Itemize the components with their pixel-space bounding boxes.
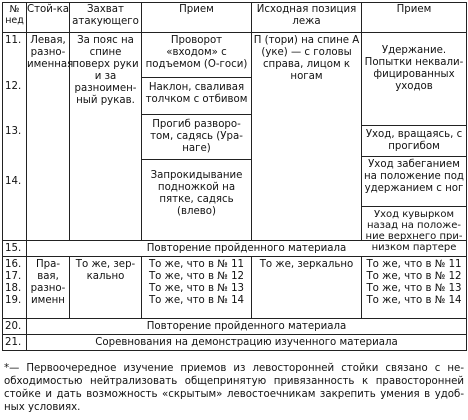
row-15-text: Повторение пройденного материала xyxy=(27,241,467,257)
technique-o-goshi: Проворот «входом» с подъемом (О-госи) xyxy=(145,35,248,70)
week-15: 15. xyxy=(3,241,27,257)
technique-zaprokidyvanie: Запрокидывание подножкой на пятке, садясь (влево) xyxy=(150,170,243,217)
technique-naklon: Наклон, сваливая толчком с отбивом xyxy=(145,82,248,105)
row-21 xyxy=(3,335,467,351)
header-week: № нед xyxy=(3,3,27,33)
block2-stance: Пра-вая, разно-именн xyxy=(27,257,70,319)
row-20 xyxy=(3,319,467,335)
block2-technique-4: То же, что в № 14 xyxy=(148,295,245,306)
week-11: 11. xyxy=(5,35,22,46)
block2-techniques xyxy=(142,257,252,319)
technique2-ukhod-kuvyrkom: Уход кувырком назад на положе-ние верхнего при-низком партере xyxy=(365,209,463,253)
header-technique-2: Прием xyxy=(362,3,467,33)
block1-stance: Левая, разно-именная xyxy=(27,33,70,241)
training-plan-table xyxy=(2,2,467,351)
technique2-ukhod-zabeganiem: Уход забеганием на положение под удержанием с ног xyxy=(364,159,464,194)
week-14: 14. xyxy=(5,176,22,187)
row-21-text: Соревнования на демонстрацию изученного материала xyxy=(27,335,467,351)
header-stance: Стой-ка xyxy=(27,3,70,33)
block1-techniques2 xyxy=(362,33,467,253)
header-grip: Захват атакующего xyxy=(70,3,142,33)
week-16: 16. xyxy=(5,259,22,270)
block2-techniques2 xyxy=(362,257,467,319)
block2-technique-1: То же, что в № 11 xyxy=(148,259,245,270)
block1-weeks xyxy=(3,33,27,241)
block2-grip: То же, зер-кально xyxy=(70,257,142,319)
block2-technique2-2: То же, что в № 12 xyxy=(366,271,462,282)
block2-weeks xyxy=(3,257,27,319)
block2-technique2-1: То же, что в № 11 xyxy=(366,259,462,270)
footnote: *— Первоочередное изучение приемов из левосторонней стойки связано с не-обходимостью нейтрализовать общепринятую привязанность к правосторонней стойке и дать возможность «скрытым» левостоечникам закрепить умения в удоб-ных условиях. xyxy=(4,363,464,413)
week-19: 19. xyxy=(5,295,22,306)
block1-grip: За пояс на спине поверх руки и за разноимен-ный рукав. xyxy=(70,33,142,241)
block2-technique2-4: То же, что в № 14 xyxy=(366,295,462,306)
technique2-ukhod-vrashchayas: Уход, вращаясь, с прогибом xyxy=(365,129,463,152)
block2-start-position: То же, зеркально xyxy=(252,257,362,319)
week-13: 13. xyxy=(5,126,22,137)
week-18: 18. xyxy=(5,283,22,294)
week-20: 20. xyxy=(3,319,27,335)
header-row xyxy=(3,3,467,33)
header-start-position: Исходная позиция лежа xyxy=(252,3,362,33)
block2-row xyxy=(3,257,467,319)
header-technique: Прием xyxy=(142,3,252,33)
block1-start-position: П (тори) на спине А (уке) — с головы справа, лицом к ногам xyxy=(252,33,362,241)
block2-technique-3: То же, что в № 13 xyxy=(148,283,245,294)
week-21: 21. xyxy=(3,335,27,351)
technique-ura-nage: Прогиб разворо-том, садясь (Ура-наге) xyxy=(150,119,243,154)
row-20-text: Повторение пройденного материала xyxy=(27,319,467,335)
technique2-uderzhanie: Удержание. Попытки неквали-фицированных уходов xyxy=(364,45,464,92)
block2-technique2-3: То же, что в № 13 xyxy=(366,283,462,294)
block2-technique-2: То же, что в № 12 xyxy=(148,271,245,282)
week-12: 12. xyxy=(5,81,22,92)
week-17: 17. xyxy=(5,271,22,282)
block1-techniques xyxy=(142,33,252,241)
block1-row xyxy=(3,33,467,241)
